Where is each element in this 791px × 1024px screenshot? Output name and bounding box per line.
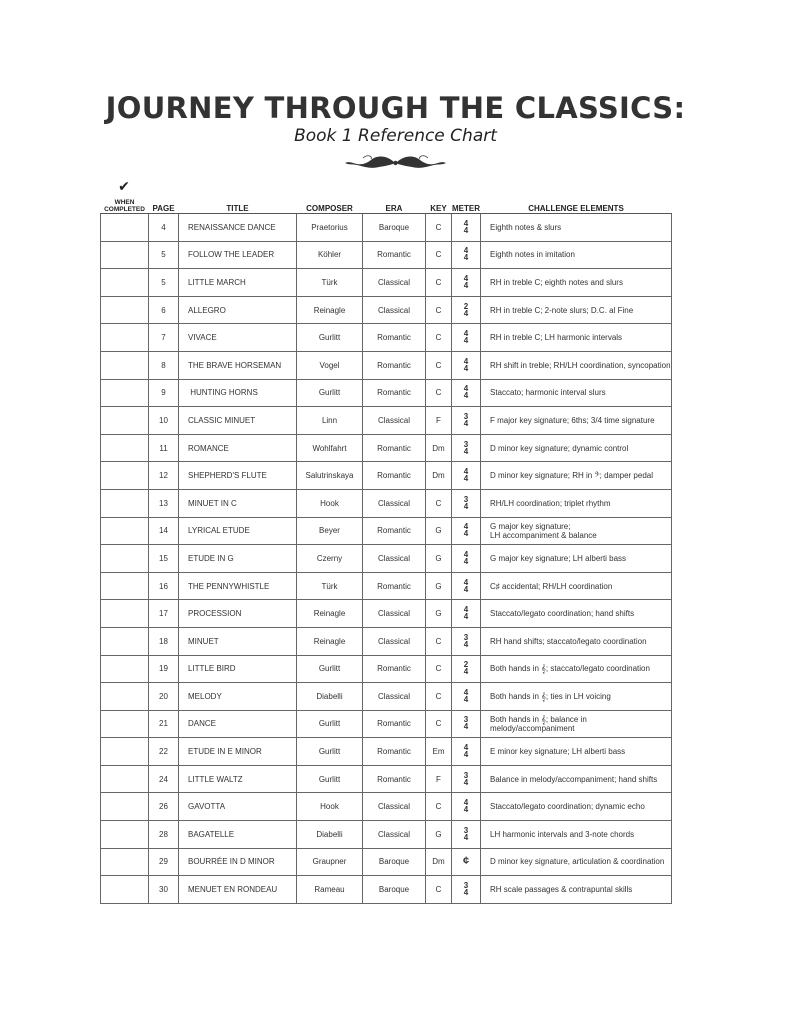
time-signature: 3 4	[463, 439, 469, 456]
page-number: 17	[149, 600, 179, 628]
page-number: 7	[149, 324, 179, 352]
page-number: 20	[149, 683, 179, 711]
era: Classical	[363, 627, 426, 655]
col-composer: COMPOSER	[297, 197, 363, 214]
table-row	[101, 821, 672, 849]
completed-checkbox[interactable]	[101, 462, 149, 490]
page-number: 29	[149, 848, 179, 876]
challenge-text: LH harmonic intervals and 3-note chords	[490, 829, 635, 839]
era: Romantic	[363, 351, 426, 379]
meter	[452, 876, 481, 904]
table-row	[101, 351, 672, 379]
table-header-row	[101, 197, 672, 214]
completed-checkbox[interactable]	[101, 434, 149, 462]
challenge-elements	[481, 765, 672, 793]
key: Dm	[426, 434, 452, 462]
table-row	[101, 793, 672, 821]
composer: Czerny	[297, 545, 363, 573]
composer: Diabelli	[297, 821, 363, 849]
era: Romantic	[363, 710, 426, 738]
key: C	[426, 241, 452, 269]
completed-checkbox[interactable]	[101, 765, 149, 793]
key: G	[426, 545, 452, 573]
challenge-text-line2: LH accompaniment & balance	[490, 530, 597, 540]
challenge-elements	[481, 324, 672, 352]
piece-title: MELODY	[179, 683, 297, 711]
composer: Reinagle	[297, 627, 363, 655]
table-row	[101, 848, 672, 876]
page-title: JOURNEY THROUGH THE CLASSICS:	[105, 91, 686, 125]
composer: Gurlitt	[297, 765, 363, 793]
challenge-elements	[481, 241, 672, 269]
col-key: KEY	[426, 197, 452, 214]
col-era: ERA	[363, 197, 426, 214]
time-signature: 4 4	[463, 798, 469, 815]
challenge-text: Staccato; harmonic interval slurs	[490, 388, 606, 398]
meter	[452, 241, 481, 269]
piece-title: MENUET EN RONDEAU	[179, 876, 297, 904]
table-row	[101, 600, 672, 628]
challenge-elements	[481, 434, 672, 462]
challenge-elements	[481, 462, 672, 490]
table-row	[101, 655, 672, 683]
challenge-elements	[481, 351, 672, 379]
challenge-elements	[481, 379, 672, 407]
completed-checkbox[interactable]	[101, 876, 149, 904]
challenge-elements	[481, 655, 672, 683]
time-signature: 4 4	[463, 743, 469, 760]
meter	[452, 683, 481, 711]
page-number: 6	[149, 296, 179, 324]
completed-checkbox[interactable]	[101, 241, 149, 269]
challenge-elements	[481, 489, 672, 517]
composer: Praetorius	[297, 214, 363, 242]
challenge-text: D minor key signature, articulation & coordination	[490, 857, 665, 867]
table-row	[101, 627, 672, 655]
challenge-text: RH in treble C; LH harmonic intervals	[490, 333, 623, 343]
completed-checkbox[interactable]	[101, 710, 149, 738]
meter	[452, 407, 481, 435]
challenge-text: Staccato/legato coordination; dynamic echo	[490, 802, 645, 812]
era: Romantic	[363, 765, 426, 793]
table-row	[101, 517, 672, 545]
composer: Linn	[297, 407, 363, 435]
key: C	[426, 683, 452, 711]
era: Classical	[363, 545, 426, 573]
page-number: 16	[149, 572, 179, 600]
era: Romantic	[363, 434, 426, 462]
table-row	[101, 710, 672, 738]
time-signature: 3 4	[463, 825, 469, 842]
era: Romantic	[363, 462, 426, 490]
key: C	[426, 710, 452, 738]
page-number: 5	[149, 241, 179, 269]
meter	[452, 572, 481, 600]
table-row	[101, 545, 672, 573]
piece-title: MINUET	[179, 627, 297, 655]
composer: Gurlitt	[297, 655, 363, 683]
time-signature: 4 4	[463, 687, 469, 704]
challenge-text: Eighth notes in imitation	[490, 250, 575, 260]
table-row	[101, 434, 672, 462]
key: G	[426, 821, 452, 849]
challenge-elements	[481, 848, 672, 876]
era: Romantic	[363, 241, 426, 269]
key: C	[426, 876, 452, 904]
col-when-completed: WHEN COMPLETED	[101, 197, 149, 214]
challenge-elements	[481, 683, 672, 711]
page-number: 30	[149, 876, 179, 904]
meter	[452, 821, 481, 849]
completed-checkbox[interactable]	[101, 517, 149, 545]
key: C	[426, 324, 452, 352]
table-row	[101, 738, 672, 766]
page-number: 4	[149, 214, 179, 242]
composer: Vogel	[297, 351, 363, 379]
era: Classical	[363, 793, 426, 821]
page-number: 15	[149, 545, 179, 573]
key: C	[426, 379, 452, 407]
challenge-text: G major key signature;	[490, 521, 571, 531]
page-number: 19	[149, 655, 179, 683]
piece-title: LITTLE MARCH	[179, 269, 297, 297]
composer: Salutrinskaya	[297, 462, 363, 490]
piece-title: RENAISSANCE DANCE	[179, 214, 297, 242]
key: F	[426, 407, 452, 435]
piece-title: VIVACE	[179, 324, 297, 352]
time-signature: 4 4	[463, 218, 469, 235]
col-challenge: CHALLENGE ELEMENTS	[481, 197, 672, 214]
col-title: TITLE	[179, 197, 297, 214]
piece-title: ALLEGRO	[179, 296, 297, 324]
meter	[452, 462, 481, 490]
piece-title: LYRICAL ETUDE	[179, 517, 297, 545]
piece-title: THE BRAVE HORSEMAN	[179, 351, 297, 379]
challenge-elements	[481, 269, 672, 297]
composer: Hook	[297, 489, 363, 517]
table-row	[101, 462, 672, 490]
key: C	[426, 351, 452, 379]
time-signature: 4 4	[463, 246, 469, 263]
challenge-elements	[481, 738, 672, 766]
challenge-elements	[481, 572, 672, 600]
meter	[452, 434, 481, 462]
composer: Reinagle	[297, 296, 363, 324]
era: Classical	[363, 296, 426, 324]
challenge-text: RH shift in treble; RH/LH coordination, syncopation	[490, 360, 671, 370]
piece-title: GAVOTTA	[179, 793, 297, 821]
challenge-text: E minor key signature; LH alberti bass	[490, 747, 626, 757]
challenge-text: RH in treble C; eighth notes and slurs	[490, 277, 623, 287]
piece-title: LITTLE BIRD	[179, 655, 297, 683]
meter	[452, 627, 481, 655]
completed-checkbox[interactable]	[101, 683, 149, 711]
meter	[452, 379, 481, 407]
challenge-elements	[481, 793, 672, 821]
piece-title: BAGATELLE	[179, 821, 297, 849]
composer: Hook	[297, 793, 363, 821]
completed-checkbox[interactable]	[101, 269, 149, 297]
time-signature: 4 4	[463, 384, 469, 401]
meter	[452, 710, 481, 738]
time-signature: 3 4	[463, 881, 469, 898]
key: F	[426, 765, 452, 793]
composer: Köhler	[297, 241, 363, 269]
piece-title: THE PENNYWHISTLE	[179, 572, 297, 600]
composer: Wohlfahrt	[297, 434, 363, 462]
challenge-text: Staccato/legato coordination; hand shifts	[490, 609, 635, 619]
piece-title: SHEPHERD'S FLUTE	[179, 462, 297, 490]
completed-checkbox[interactable]	[101, 627, 149, 655]
page-number: 26	[149, 793, 179, 821]
meter	[452, 324, 481, 352]
era: Classical	[363, 407, 426, 435]
page-number: 11	[149, 434, 179, 462]
page-number: 5	[149, 269, 179, 297]
era: Romantic	[363, 324, 426, 352]
challenge-text: G major key signature; LH alberti bass	[490, 553, 627, 563]
key: Dm	[426, 848, 452, 876]
challenge-text: D minor key signature; RH in 𝄢; damper pedal	[490, 471, 653, 481]
time-signature: 3 4	[463, 632, 469, 649]
completed-checkbox[interactable]	[101, 296, 149, 324]
challenge-elements	[481, 214, 672, 242]
key: C	[426, 214, 452, 242]
piece-title: ETUDE IN E MINOR	[179, 738, 297, 766]
table-row	[101, 324, 672, 352]
challenge-text: RH in treble C; 2-note slurs; D.C. al Fine	[490, 305, 634, 315]
col-page: PAGE	[149, 197, 179, 214]
key: Dm	[426, 462, 452, 490]
era: Romantic	[363, 655, 426, 683]
era: Baroque	[363, 848, 426, 876]
composer: Gurlitt	[297, 738, 363, 766]
completed-checkbox[interactable]	[101, 324, 149, 352]
era: Classical	[363, 489, 426, 517]
table-row	[101, 269, 672, 297]
challenge-text: Both hands in 𝄞; balance in melody/accompaniment	[490, 714, 587, 733]
composer: Türk	[297, 269, 363, 297]
key: G	[426, 600, 452, 628]
page-number: 10	[149, 407, 179, 435]
era: Romantic	[363, 738, 426, 766]
time-signature: 3 4	[463, 411, 469, 428]
time-signature: 2 4	[463, 301, 469, 318]
time-signature: 4 4	[463, 356, 469, 373]
piece-title: ROMANCE	[179, 434, 297, 462]
era: Romantic	[363, 379, 426, 407]
piece-title: CLASSIC MINUET	[179, 407, 297, 435]
page-number: 21	[149, 710, 179, 738]
key: G	[426, 517, 452, 545]
challenge-text: RH scale passages & contrapuntal skills	[490, 885, 633, 895]
table-row	[101, 296, 672, 324]
completed-checkbox[interactable]	[101, 351, 149, 379]
composer: Diabelli	[297, 683, 363, 711]
era: Romantic	[363, 517, 426, 545]
challenge-text: Both hands in 𝄞; ties in LH voicing	[490, 691, 611, 701]
completed-checkbox[interactable]	[101, 738, 149, 766]
completed-checkbox[interactable]	[101, 655, 149, 683]
col-meter: METER	[452, 197, 481, 214]
page-number: 22	[149, 738, 179, 766]
era: Classical	[363, 269, 426, 297]
composer: Türk	[297, 572, 363, 600]
meter	[452, 269, 481, 297]
composer: Reinagle	[297, 600, 363, 628]
key: C	[426, 489, 452, 517]
piece-title: ETUDE IN G	[179, 545, 297, 573]
piece-title: FOLLOW THE LEADER	[179, 241, 297, 269]
page-number: 12	[149, 462, 179, 490]
piece-title: HUNTING HORNS	[179, 379, 297, 407]
time-signature: 4 4	[463, 549, 469, 566]
key: C	[426, 296, 452, 324]
meter	[452, 351, 481, 379]
completed-checkbox[interactable]	[101, 214, 149, 242]
piece-title: PROCESSION	[179, 600, 297, 628]
composer: Gurlitt	[297, 710, 363, 738]
completed-checkbox[interactable]	[101, 407, 149, 435]
challenge-text: D minor key signature; dynamic control	[490, 443, 629, 453]
meter	[452, 489, 481, 517]
table-row	[101, 214, 672, 242]
challenge-text: RH/LH coordination; triplet rhythm	[490, 498, 611, 508]
era: Classical	[363, 600, 426, 628]
composer: Rameau	[297, 876, 363, 904]
reference-chart-table	[100, 197, 672, 904]
challenge-elements	[481, 821, 672, 849]
key: G	[426, 572, 452, 600]
page-subtitle: Book 1 Reference Chart	[294, 126, 497, 146]
time-signature: 4 4	[463, 522, 469, 539]
completed-checkbox[interactable]	[101, 793, 149, 821]
challenge-elements	[481, 600, 672, 628]
meter	[452, 848, 481, 876]
completed-checkbox[interactable]	[101, 572, 149, 600]
meter	[452, 214, 481, 242]
page-number: 8	[149, 351, 179, 379]
meter	[452, 545, 481, 573]
completed-checkbox[interactable]	[101, 600, 149, 628]
table-row	[101, 765, 672, 793]
key: C	[426, 655, 452, 683]
era: Classical	[363, 821, 426, 849]
time-signature: 4 4	[463, 605, 469, 622]
challenge-text: F major key signature; 6ths; 3/4 time signature	[490, 415, 655, 425]
time-signature: 2 4	[463, 660, 469, 677]
time-signature: 4 4	[463, 577, 469, 594]
completed-checkbox[interactable]	[101, 489, 149, 517]
meter	[452, 517, 481, 545]
time-signature: 4 4	[463, 329, 469, 346]
meter	[452, 600, 481, 628]
challenge-elements	[481, 545, 672, 573]
completed-checkbox[interactable]	[101, 545, 149, 573]
challenge-elements	[481, 296, 672, 324]
challenge-elements	[481, 517, 672, 545]
composer: Gurlitt	[297, 324, 363, 352]
key: Em	[426, 738, 452, 766]
table-row	[101, 876, 672, 904]
table-row	[101, 572, 672, 600]
piece-title: BOURRÉE IN D MINOR	[179, 848, 297, 876]
time-signature: 3 4	[463, 494, 469, 511]
page-number: 14	[149, 517, 179, 545]
cut-time-icon: ¢	[462, 855, 470, 868]
meter	[452, 655, 481, 683]
challenge-text: Eighth notes & slurs	[490, 222, 562, 232]
key: C	[426, 627, 452, 655]
challenge-elements	[481, 407, 672, 435]
era: Romantic	[363, 572, 426, 600]
key: C	[426, 269, 452, 297]
table-row	[101, 379, 672, 407]
time-signature: 3 4	[463, 770, 469, 787]
challenge-elements	[481, 710, 672, 738]
time-signature: 3 4	[463, 715, 469, 732]
table-row	[101, 407, 672, 435]
check-icon: ✔	[118, 179, 130, 195]
era: Classical	[363, 683, 426, 711]
piece-title: MINUET IN C	[179, 489, 297, 517]
challenge-text: Balance in melody/accompaniment; hand shifts	[490, 774, 658, 784]
challenge-elements	[481, 627, 672, 655]
completed-checkbox[interactable]	[101, 848, 149, 876]
meter	[452, 793, 481, 821]
composer: Gurlitt	[297, 379, 363, 407]
challenge-elements	[481, 876, 672, 904]
time-signature: 4 4	[463, 273, 469, 290]
meter	[452, 296, 481, 324]
composer: Graupner	[297, 848, 363, 876]
table-row	[101, 489, 672, 517]
era: Baroque	[363, 214, 426, 242]
challenge-text: C♯ accidental; RH/LH coordination	[490, 581, 613, 591]
flourish-ornament-icon	[343, 152, 448, 174]
page-number: 13	[149, 489, 179, 517]
meter	[452, 765, 481, 793]
page-number: 24	[149, 765, 179, 793]
page-number: 18	[149, 627, 179, 655]
table-row	[101, 241, 672, 269]
completed-checkbox[interactable]	[101, 379, 149, 407]
completed-checkbox[interactable]	[101, 821, 149, 849]
page-number: 9	[149, 379, 179, 407]
meter	[452, 738, 481, 766]
piece-title: LITTLE WALTZ	[179, 765, 297, 793]
key: C	[426, 793, 452, 821]
page-number: 28	[149, 821, 179, 849]
challenge-text: Both hands in 𝄞; staccato/legato coordination	[490, 664, 650, 674]
time-signature: 4 4	[463, 467, 469, 484]
era: Baroque	[363, 876, 426, 904]
piece-title: DANCE	[179, 710, 297, 738]
table-row	[101, 683, 672, 711]
composer: Beyer	[297, 517, 363, 545]
challenge-text: RH hand shifts; staccato/legato coordination	[490, 636, 647, 646]
